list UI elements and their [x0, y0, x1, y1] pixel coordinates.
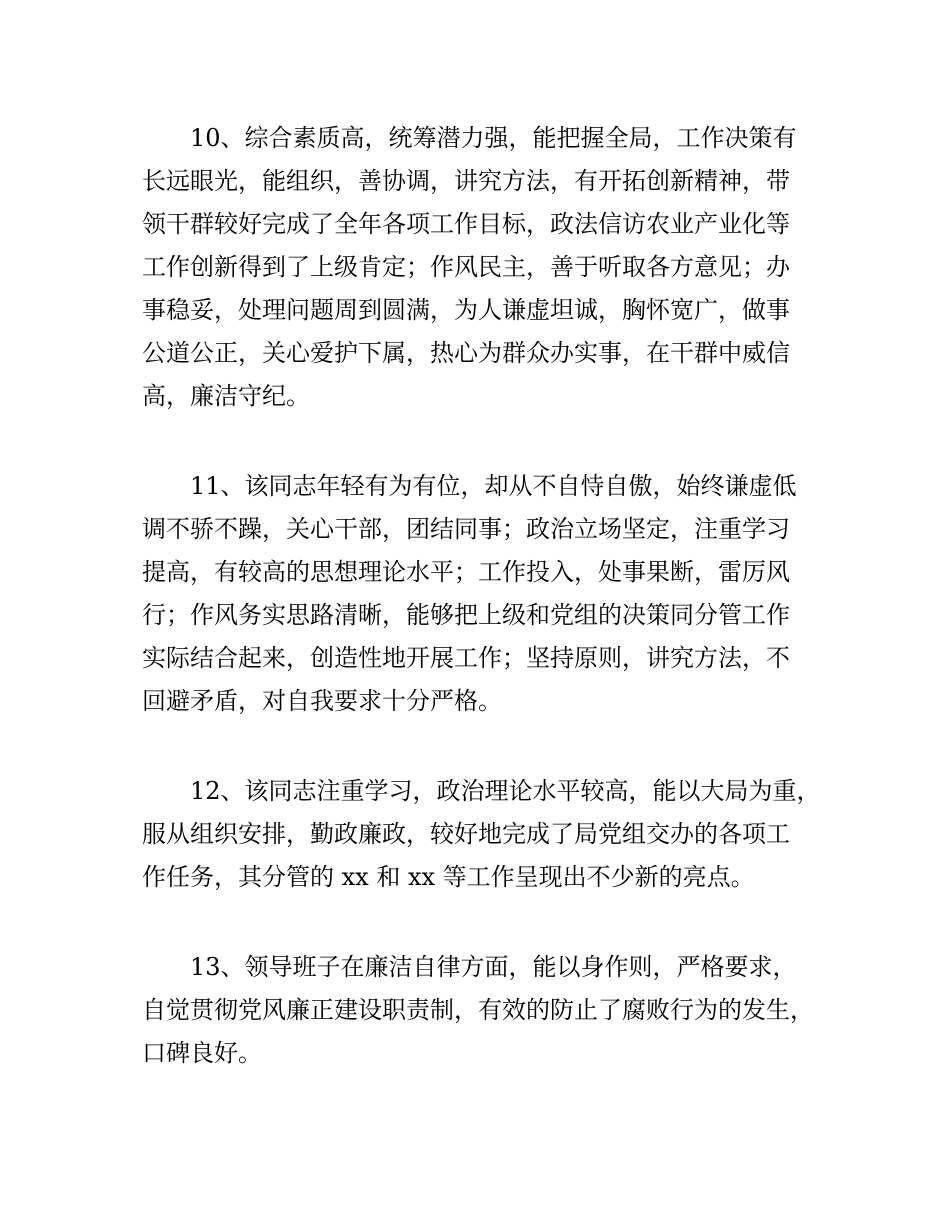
paragraph-line: 行；作风务实思路清晰，能够把上级和党组的决策同分管工作 [142, 601, 790, 629]
paragraph-11 [142, 465, 842, 723]
paragraph-line: 调不骄不躁，关心干部，团结同事；政治立场坚定，注重学习 [142, 515, 790, 543]
paragraph-line: 长远眼光，能组织，善协调，讲究方法，有开拓创新精神，带 [142, 167, 790, 195]
paragraph-line: 实际结合起来，创造性地开展工作；坚持原则，讲究方法，不 [142, 644, 790, 672]
paragraph-13 [142, 946, 842, 1075]
paragraph-line: 回避矛盾，对自我要求十分严格。 [142, 687, 502, 715]
paragraph-line: 提高，有较高的思想理论水平；工作投入，处事果断，雷厉风 [142, 558, 790, 586]
paragraph-12 [142, 770, 842, 899]
paragraph-line: 领干群较好完成了全年各项工作目标，政法信访农业产业化等 [142, 210, 790, 238]
paragraph-10 [142, 117, 842, 418]
paragraph-line: 12、该同志注重学习，政治理论水平较高，能以大局为重， [190, 777, 821, 805]
paragraph-line: 工作创新得到了上级肯定；作风民主，善于听取各方意见；办 [142, 253, 790, 281]
paragraph-line: 公道公正，关心爱护下属，热心为群众办实事，在干群中威信 [142, 339, 790, 367]
paragraph-line: 作任务，其分管的 xx 和 xx 等工作呈现出不少新的亮点。 [142, 863, 755, 891]
paragraph-line: 高，廉洁守纪。 [142, 382, 310, 410]
paragraph-line: 服从组织安排，勤政廉政，较好地完成了局党组交办的各项工 [142, 820, 790, 848]
paragraph-line: 事稳妥，处理问题周到圆满，为人谦虚坦诚，胸怀宽广，做事 [142, 296, 790, 324]
paragraph-line: 自觉贯彻党风廉正建设职责制，有效的防止了腐败行为的发生， [142, 996, 814, 1024]
paragraph-line: 13、领导班子在廉洁自律方面，能以身作则，严格要求， [190, 953, 797, 981]
paragraph-line: 10、综合素质高，统筹潜力强，能把握全局，工作决策有 [190, 124, 797, 152]
paragraph-line: 口碑良好。 [142, 1039, 262, 1067]
paragraph-line: 11、该同志年轻有为有位，却从不自恃自傲，始终谦虚低 [190, 472, 797, 500]
